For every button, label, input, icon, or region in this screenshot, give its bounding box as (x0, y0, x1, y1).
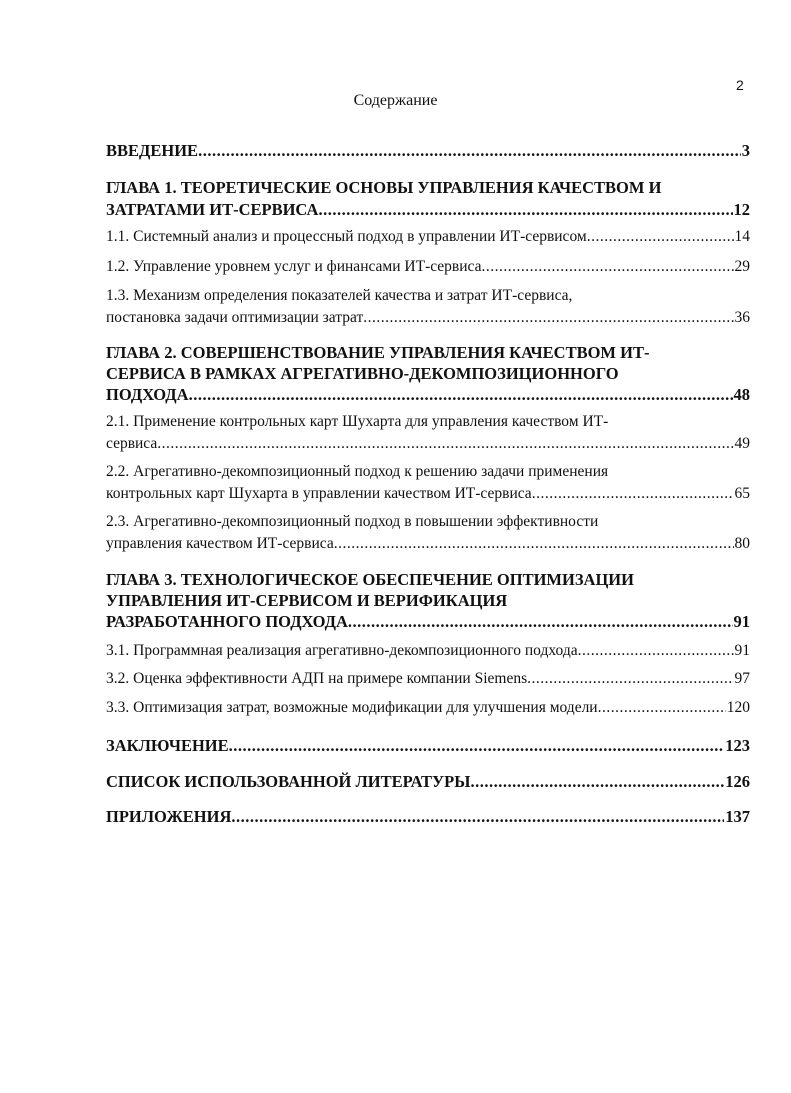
dot-leader (363, 307, 733, 329)
toc-entry-text: СЕРВИСА В РАМКАХ АГРЕГАТИВНО-ДЕКОМПОЗИЦИОННОГО (106, 364, 619, 383)
toc-entry-chapter-3 (106, 569, 750, 632)
toc-page-number: 12 (733, 200, 750, 219)
toc-entry-text: ВВЕДЕНИЕ (106, 141, 199, 160)
toc-entry-text: 2.2. Агрегативно-декомпозиционный подход к решению задачи применения (106, 463, 609, 480)
dot-leader (198, 140, 741, 161)
toc-entry-references (106, 771, 750, 792)
toc-entry-text: сервиса (106, 435, 158, 452)
toc-entry-text: постановка задачи оптимизации затрат (106, 309, 364, 326)
toc-entry-chapter-2 (106, 342, 750, 405)
toc-entry-section-3-2 (106, 668, 750, 690)
dot-leader (348, 611, 733, 632)
toc-page-number: 80 (734, 535, 750, 552)
toc-entry-appendices (106, 806, 750, 827)
toc-entry-text: 2.3. Агрегативно-декомпозиционный подход в повышении эффективности (106, 513, 599, 530)
dot-leader (334, 533, 734, 555)
dot-leader (470, 771, 724, 792)
toc-page-number: 14 (734, 228, 750, 245)
toc-entry-text: ГЛАВА 3. ТЕХНОЛОГИЧЕСКОЕ ОБЕСПЕЧЕНИЕ ОПТИМИЗАЦИИ (106, 570, 634, 589)
toc-entry-text: ПРИЛОЖЕНИЯ (106, 807, 232, 826)
toc-entry-section-1-2 (106, 256, 750, 278)
dot-leader (587, 226, 734, 248)
toc-entry-text: СПИСОК ИСПОЛЬЗОВАННОЙ ЛИТЕРАТУРЫ (106, 772, 471, 791)
toc-entry-text: 2.1. Применение контрольных карт Шухарта для управления качеством ИТ- (106, 413, 609, 430)
toc-entry-conclusion (106, 735, 750, 756)
toc-page-number: 29 (734, 258, 750, 275)
toc-page-number: 3 (741, 141, 750, 160)
toc-page-number: 48 (733, 385, 750, 404)
dot-leader (598, 697, 726, 719)
toc-page-number: 97 (734, 670, 750, 687)
toc-entry-section-1-1 (106, 226, 750, 248)
toc-page-number: 49 (734, 435, 750, 452)
toc-entry-text: ПОДХОДА (106, 385, 189, 404)
toc-page-number: 137 (725, 807, 750, 826)
dot-leader (189, 384, 733, 405)
toc-page-number: 91 (734, 642, 750, 659)
toc-entry-text: 1.1. Системный анализ и процессный подход в управлении ИТ-сервисом (106, 228, 587, 245)
toc-page-number: 91 (733, 612, 750, 631)
toc-entry-section-1-3 (106, 285, 750, 329)
toc-entry-chapter-1 (106, 177, 750, 220)
page-number: 2 (736, 77, 744, 93)
toc-entry-text: контрольных карт Шухарта в управлении качеством ИТ-сервиса (106, 485, 532, 502)
toc-entry-text: 1.2. Управление уровнем услуг и финансами ИТ-сервиса (106, 258, 482, 275)
dot-leader (532, 483, 734, 505)
toc-page-number: 36 (734, 309, 750, 326)
dot-leader (527, 668, 733, 690)
toc-entry-section-2-2 (106, 461, 750, 505)
toc-entry-section-3-3 (106, 697, 750, 719)
toc-entry-section-2-3 (106, 511, 750, 555)
toc-page-number: 123 (725, 736, 750, 755)
dot-leader (229, 735, 725, 756)
page-title: Содержание (353, 92, 438, 109)
toc-entry-text: ГЛАВА 1. ТЕОРЕТИЧЕСКИЕ ОСНОВЫ УПРАВЛЕНИЯ КАЧЕСТВОМ И (106, 178, 662, 197)
toc-page-number: 126 (725, 772, 750, 791)
toc-entry-intro (106, 140, 750, 161)
toc-entry-text: 3.2. Оценка эффективности АДП на примере компании Siemens (106, 670, 528, 687)
dot-leader (578, 640, 734, 662)
dot-leader (318, 199, 732, 220)
toc-page-number: 120 (726, 699, 750, 716)
toc-page-number: 65 (734, 485, 750, 502)
toc-entry-text: ГЛАВА 2. СОВЕРШЕНСТВОВАНИЕ УПРАВЛЕНИЯ КАЧЕСТВОМ ИТ- (106, 343, 650, 362)
toc-entry-text: УПРАВЛЕНИЯ ИТ-СЕРВИСОМ И ВЕРИФИКАЦИЯ (106, 591, 508, 610)
toc-entry-section-3-1 (106, 640, 750, 662)
toc-entry-text: РАЗРАБОТАННОГО ПОДХОДА (106, 612, 348, 631)
toc-entry-text: ЗАКЛЮЧЕНИЕ (106, 736, 229, 755)
toc-entry-section-2-1 (106, 411, 750, 455)
toc-entry-text: управления качеством ИТ-сервиса (106, 535, 334, 552)
dot-leader (482, 256, 734, 278)
toc-entry-text: 1.3. Механизм определения показателей качества и затрат ИТ-сервиса, (106, 287, 573, 304)
dot-leader (157, 433, 733, 455)
toc-entry-text: ЗАТРАТАМИ ИТ-СЕРВИСА (106, 200, 319, 219)
toc-entry-text: 3.3. Оптимизация затрат, возможные модификации для улучшения модели (106, 699, 598, 716)
toc-entry-text: 3.1. Программная реализация агрегативно-декомпозиционного подхода (106, 642, 578, 659)
dot-leader (231, 806, 724, 827)
